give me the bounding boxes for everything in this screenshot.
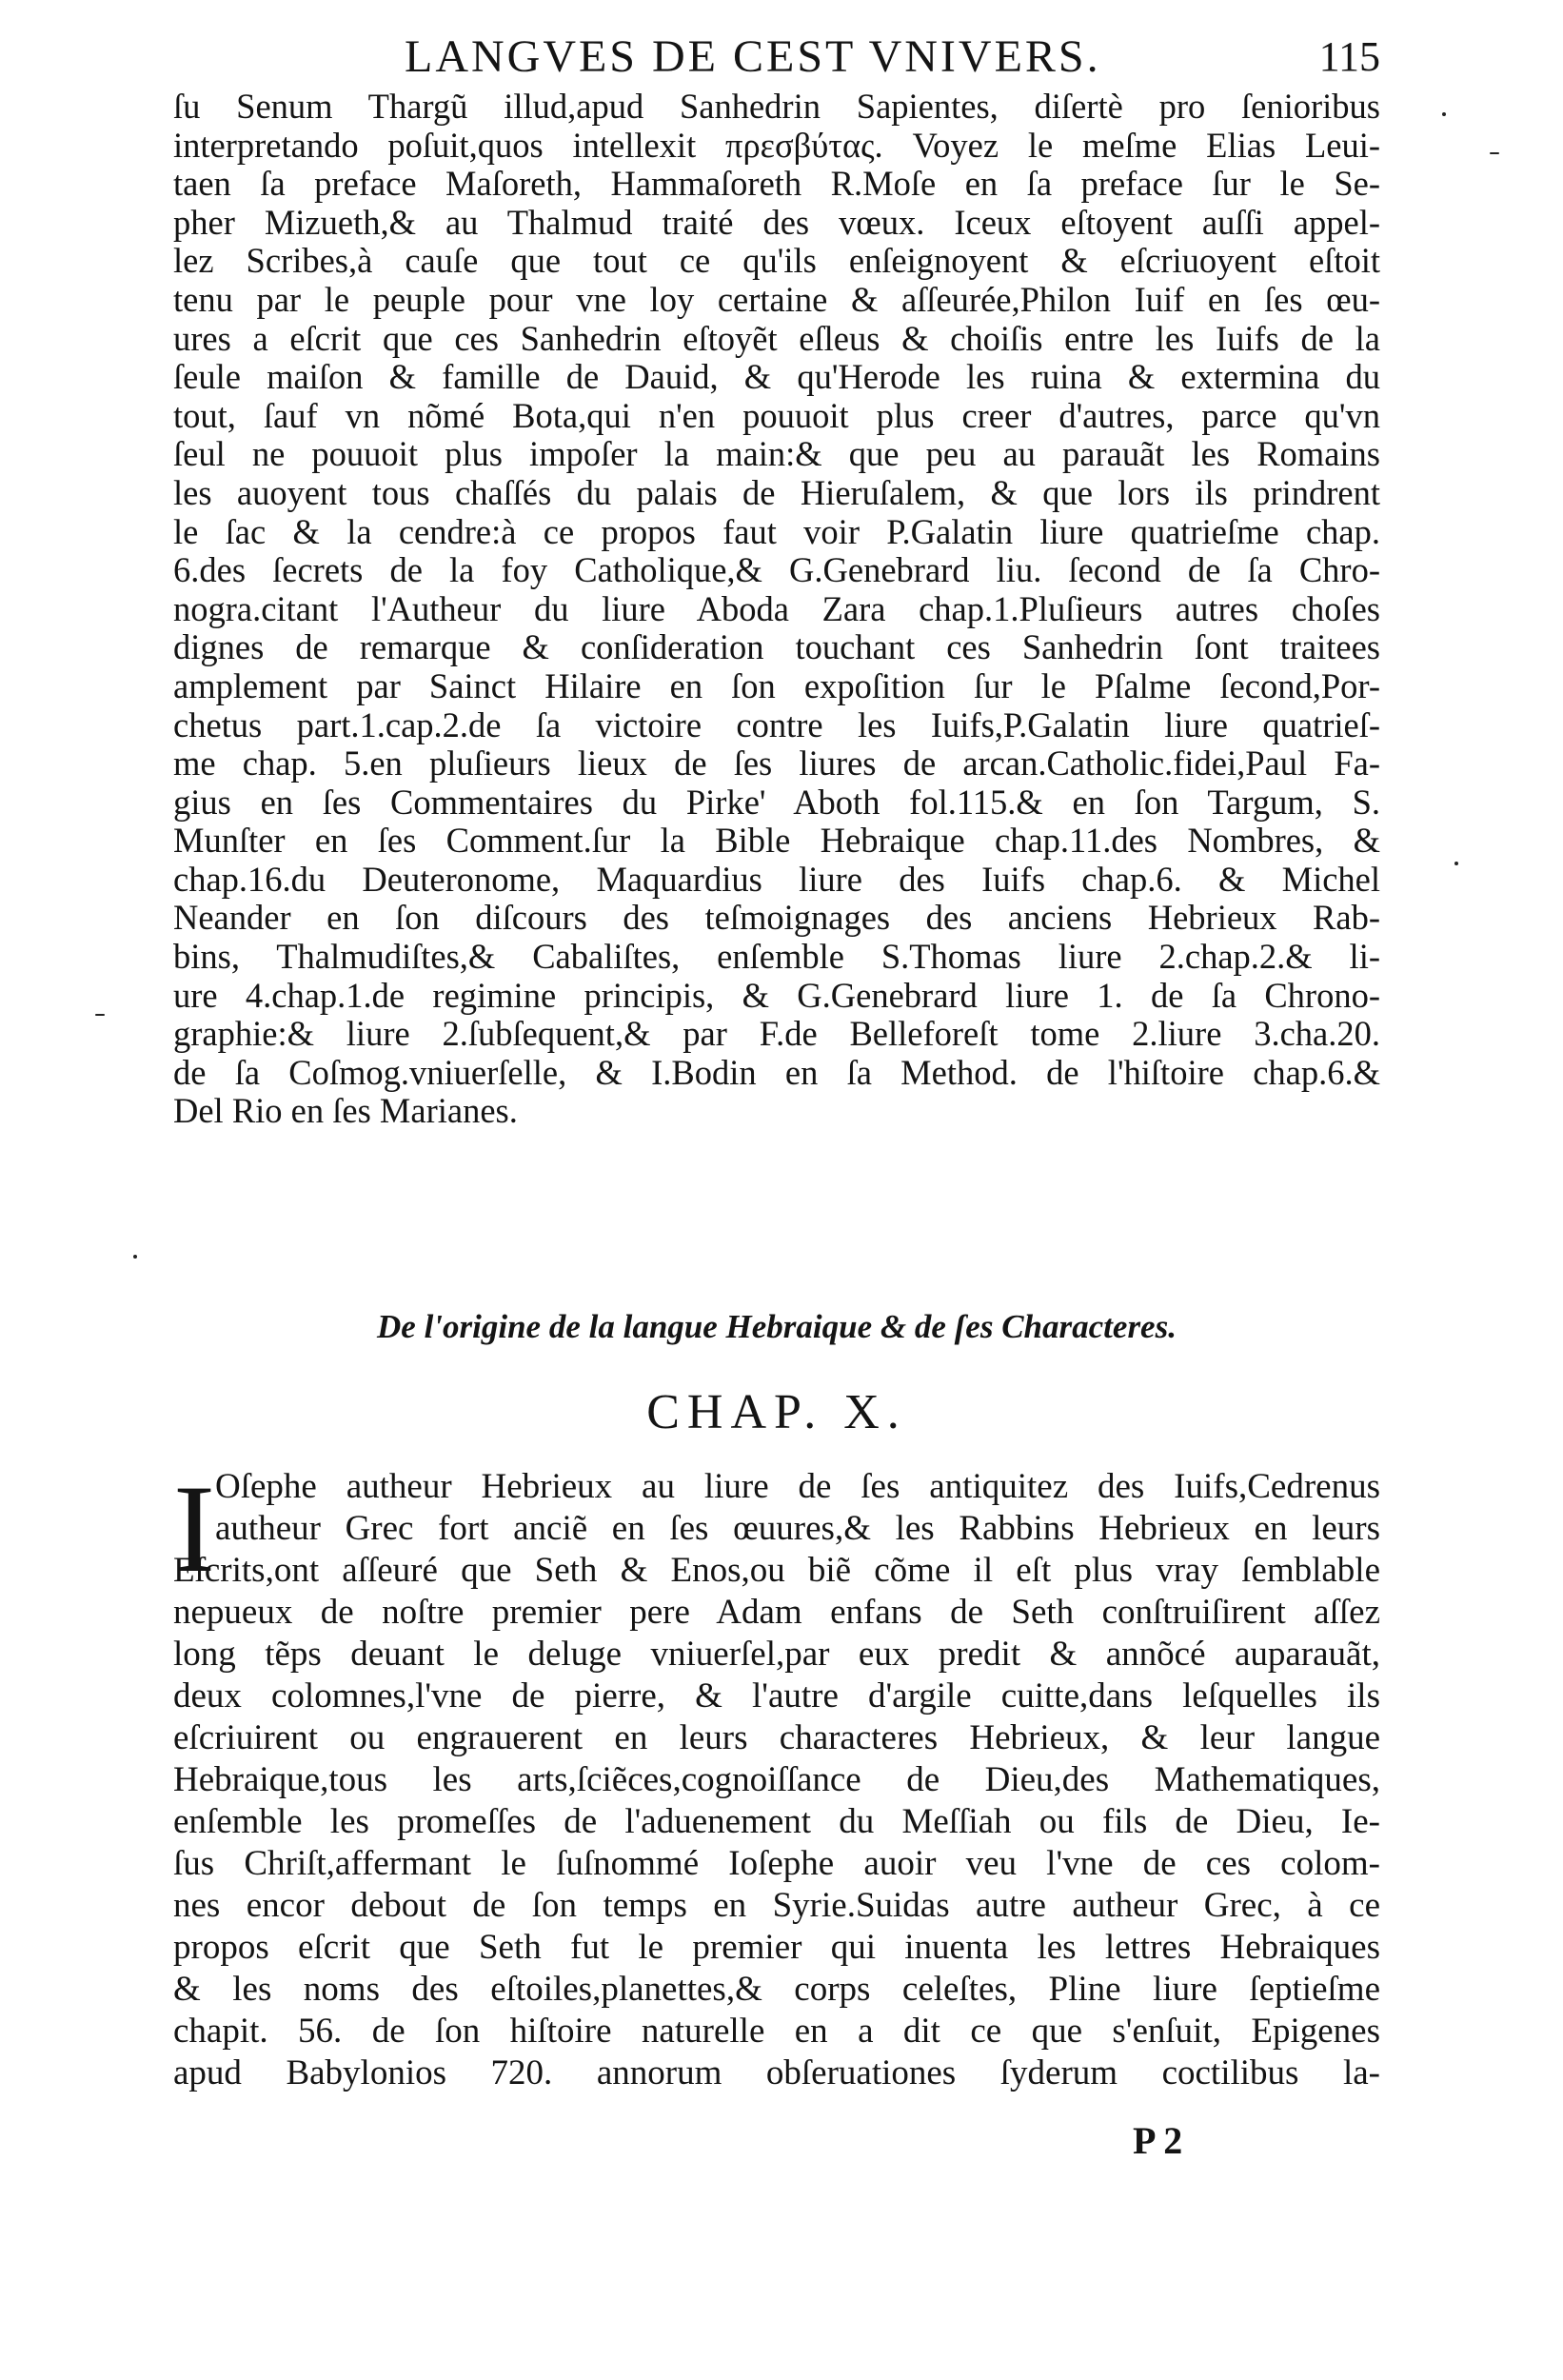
text-line: graphie:& liure 2.ſubſequent,& par F.de Belleforeſt tome 2.liure 3.cha.20. [173,1014,1380,1054]
text-line: long tẽps deuant le deluge vniuerſel,par eux predit & annõcé auparauãt, [173,1635,1380,1674]
text-line: lez Scribes,à cauſe que tout ce qu'ils enſeignoyent & eſcriuoyent eſtoit [173,241,1380,281]
ink-speck [95,1014,105,1016]
text-line: ure 4.chap.1.de regimine principis, & G.Genebrard liure 1. de ſa Chrono- [173,975,1380,1015]
text-line: me chap. 5.en pluſieurs lieux de ſes liures de arcan.Catholic.fidei,Paul Fa- [173,744,1380,783]
chapter-heading: CHAP. X. [646,1385,907,1439]
text-line: eſcriuirent ou engrauerent en leurs characteres Hebrieux, & leur langue [173,1718,1380,1757]
text-line: ures a eſcrit que ces Sanhedrin eſtoyẽt eſleus & choiſis entre les Iuifs de la [173,318,1380,358]
running-head [171,29,1380,86]
text-line: & les noms des eſtoiles,planettes,& corps celeſtes, Pline liure ſeptieſme [173,1970,1380,2009]
text-line: tenu par le peuple pour vne loy certaine & aſſeurée,Philon Iuif en ſes œu- [173,279,1380,319]
text-line: amplement par Sainct Hilaire en ſon expoſition ſur le Pſalme ſecond,Por- [173,665,1380,705]
section-heading: De l'origine de la langue Hebraique & de ſes Characteres. [377,1308,1177,1345]
text-line: dignes de remarque & conſideration touchant ces Sanhedrin ſont traitees [173,627,1380,667]
text-line: interpretando poſuit,quos intellexit πρεσβύτας. Voyez le meſme Elias Leui- [173,125,1380,165]
ink-speck [1442,112,1446,116]
text-line: propos eſcrit que Seth fut le premier qui inuenta les lettres Hebraiques [173,1928,1380,1967]
text-line: 6.des ſecrets de la foy Catholique,& G.Genebrard liu. ſecond de ſa Chro- [173,550,1380,590]
text-line: chapit. 56. de ſon hiſtoire naturelle en a dit ce que s'enſuit, Epigenes [173,2012,1380,2051]
text-line: de ſa Coſmog.vniuerſelle, & I.Bodin en ſa Method. de l'hiſtoire chap.6.& [173,1052,1380,1092]
text-line: Neander en ſon diſcours des teſmoignages des anciens Hebrieux Rab- [173,898,1380,938]
text-line: chap.16.du Deuteronome, Maquardius liure des Iuifs chap.6. & Michel [173,859,1380,899]
running-title: LANGVES DE CEST VNIVERS. [405,31,1101,82]
text-line: Oſephe autheur Hebrieux au liure de ſes antiquitez des Iuifs,Cedrenus [215,1467,1380,1506]
text-line: nes encor debout de ſon temps en Syrie.Suidas autre autheur Grec, à ce [173,1886,1380,1925]
text-line: pher Mizueth,& au Thalmud traité des vœux. Iceux eſtoyent auſſi appel- [173,202,1380,242]
text-line: le ſac & la cendre:à ce propos faut voir P.Galatin liure quatrieſme chap. [173,511,1380,551]
text-line: tout, ſauf vn nõmé Bota,qui n'en pouuoit plus creer d'autres, parce qu'vn [173,395,1380,435]
text-line: taen ſa preface Maſoreth, Hammaſoreth R.Moſe en ſa preface ſur le Se- [173,164,1380,204]
ink-speck [1490,152,1499,154]
body-text [173,88,1380,1131]
text-line: Munſter en ſes Comment.ſur la Bible Hebraique chap.11.des Nombres, & [173,821,1380,861]
signature-mark: P 2 [1133,2119,1183,2162]
text-line: ſeule maiſon & famille de Dauid, & qu'Herode les ruina & extermina du [173,357,1380,397]
text-line: Del Rio en ſes Marianes. [173,1091,518,1131]
text-line: nepueux de noſtre premier pere Adam enfans de Seth conſtruiſirent aſſez [173,1593,1380,1632]
ink-speck [1454,862,1458,865]
text-line: chetus part.1.cap.2.de ſa victoire contre les Iuifs,P.Galatin liure quatrieſ- [173,704,1380,744]
text-line: deux colomnes,l'vne de pierre, & l'autre d'argile cuitte,dans leſquelles ils [173,1676,1380,1716]
text-line: ſeul ne pouuoit plus impoſer la main:& que peu au parauãt les Romains [173,434,1380,474]
text-line: bins, Thalmudiſtes,& Cabaliſtes, enſemble S.Thomas liure 2.chap.2.& li- [173,937,1380,977]
text-line: ſus Chriſt,affermant le ſuſnommé Ioſephe auoir veu l'vne de ces colom- [173,1844,1380,1883]
text-line: Eſcrits,ont aſſeuré que Seth & Enos,ou biẽ cõme il eſt plus vray ſemblable [173,1551,1380,1590]
text-line: ſu Senum Thargũ illud,apud Sanhedrin Sapientes, diſertè pro ſenioribus [173,87,1380,126]
page-number: 115 [1318,33,1380,80]
chapter-text [173,1458,1380,2094]
text-line: les auoyent tous chaſſés du palais de Hieruſalem, & que lors ils prindrent [173,472,1380,512]
text-line: gius en ſes Commentaires du Pirke' Aboth fol.115.& en ſon Targum, S. [173,782,1380,822]
text-line: Hebraique,tous les arts,ſciẽces,cognoiſſance de Dieu,des Mathematiques, [173,1760,1380,1799]
text-line: autheur Grec fort anciẽ en ſes œuures,& les Rabbins Hebrieux en leurs [215,1509,1380,1548]
text-line: enſemble les promeſſes de l'aduenement du Meſſiah ou fils de Dieu, Ie- [173,1802,1380,1841]
text-line: apud Babylonios 720. annorum obſeruationes ſyderum coctilibus la- [173,2053,1380,2092]
ink-speck [133,1255,137,1259]
text-line: nogra.citant l'Autheur du liure Aboda Zara chap.1.Pluſieurs autres choſes [173,588,1380,628]
drop-cap: I [173,1458,215,1598]
